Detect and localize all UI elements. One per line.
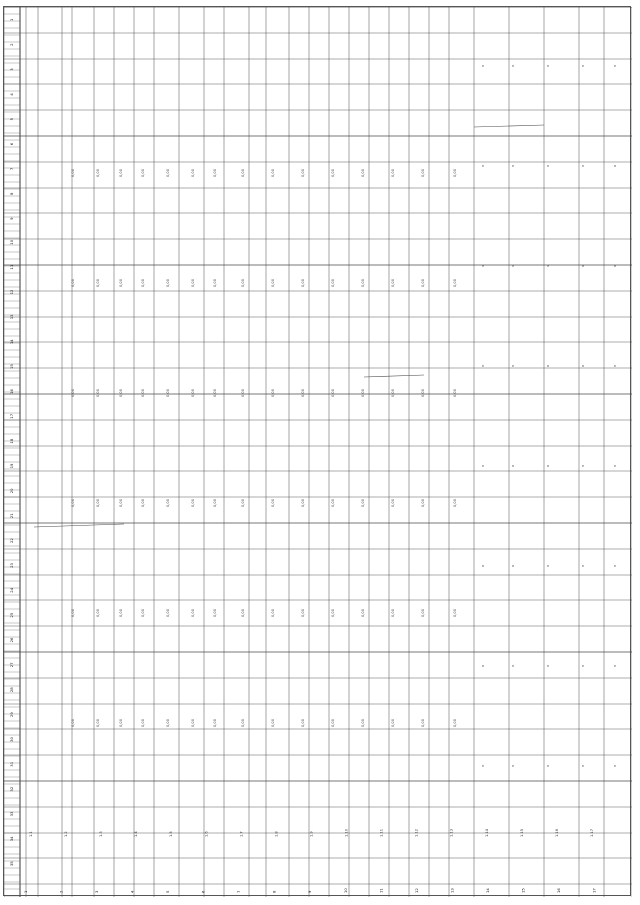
- mark-cell: v: [511, 764, 515, 767]
- mark-cell: v: [613, 764, 617, 767]
- column-number: 10: [9, 239, 14, 245]
- mark-cell: v: [613, 364, 617, 367]
- column-number: 31: [9, 761, 14, 767]
- row-code: 1.15: [519, 828, 524, 837]
- row-number: 17: [591, 888, 597, 893]
- mark-cell: v: [481, 464, 485, 467]
- numeric-cell: 0,00: [453, 168, 457, 177]
- numeric-cell: 0,00: [453, 388, 457, 397]
- numeric-cell: 0,00: [271, 498, 275, 507]
- numeric-cell: 0,00: [421, 388, 425, 397]
- column-number: 29: [9, 712, 14, 717]
- numeric-cell: 0,00: [361, 718, 365, 727]
- row-code: 1.9: [309, 831, 314, 837]
- numeric-cell: 0,00: [141, 168, 145, 177]
- column-number: 14: [9, 339, 14, 345]
- numeric-cell: 0,00: [301, 278, 305, 287]
- numeric-cell: 0,00: [96, 168, 100, 177]
- numeric-cell: 0,00: [119, 498, 123, 507]
- numeric-cell: 0,00: [361, 168, 365, 177]
- numeric-cell: 0,00: [391, 168, 395, 177]
- numeric-cell: 0,00: [453, 718, 457, 727]
- numeric-cell: 0,00: [71, 278, 75, 287]
- numeric-cell: 0,00: [421, 278, 425, 287]
- numeric-cell: 0,00: [391, 498, 395, 507]
- numeric-cell: 0,00: [191, 718, 195, 727]
- mark-cell: v: [511, 264, 515, 267]
- row-number: 5: [165, 890, 171, 893]
- column-number: 2: [9, 43, 14, 46]
- mark-cell: v: [613, 664, 617, 667]
- numeric-cell: 0,00: [453, 608, 457, 617]
- numeric-cell: 0,00: [301, 718, 305, 727]
- row-code: 1.17: [589, 828, 594, 837]
- column-number: 23: [9, 563, 14, 568]
- column-number: 7: [9, 167, 14, 171]
- numeric-cell: 0,00: [331, 168, 335, 177]
- row-number: 1: [23, 890, 28, 893]
- mark-cell: v: [581, 664, 585, 667]
- column-number: 32: [9, 786, 14, 792]
- numeric-cell: 0,00: [71, 498, 75, 507]
- row-code: 1.13: [449, 828, 454, 837]
- table-grid: [4, 7, 632, 897]
- numeric-cell: 0,00: [119, 608, 123, 617]
- mark-cell: x: [481, 564, 485, 567]
- numeric-cell: 0,00: [241, 498, 245, 507]
- row-code: 1.1: [29, 831, 33, 837]
- mark-cell: x: [581, 364, 585, 367]
- row-number: 16: [555, 888, 561, 893]
- row-number: 14: [484, 888, 490, 893]
- row-code: 1.3: [99, 831, 104, 837]
- column-number: 25: [9, 612, 14, 618]
- numeric-cell: 0,00: [241, 278, 245, 287]
- numeric-cell: 0,00: [361, 278, 365, 287]
- column-number: 9: [9, 217, 14, 220]
- numeric-cell: 0,00: [391, 718, 395, 727]
- numeric-cell: 0,00: [331, 718, 335, 727]
- numeric-cell: 0,00: [141, 388, 145, 397]
- column-number: 15: [9, 364, 14, 369]
- numeric-cell: 0,00: [271, 608, 275, 617]
- numeric-cell: 0,00: [141, 498, 145, 507]
- mark-cell: v: [481, 264, 485, 267]
- column-number: 11: [9, 264, 14, 270]
- mark-cell: v: [481, 364, 485, 367]
- numeric-cell: 0,00: [331, 498, 335, 507]
- numeric-cell: 0,00: [331, 278, 335, 287]
- numeric-cell: 0,00: [421, 718, 425, 727]
- numeric-cell: 0,00: [391, 278, 395, 287]
- mark-cell: v: [613, 464, 617, 467]
- numeric-cell: 0,00: [213, 278, 217, 287]
- numeric-cell: 0,00: [213, 388, 217, 397]
- numeric-cell: 0,00: [119, 278, 123, 287]
- numeric-cell: 0,00: [453, 498, 457, 507]
- numeric-cell: 0,00: [119, 388, 123, 397]
- mark-cell: v: [511, 164, 515, 167]
- row-number: 9: [307, 890, 313, 893]
- row-number: 4: [129, 890, 135, 893]
- numeric-cell: 0,00: [361, 608, 365, 617]
- numeric-cell: 0,00: [271, 168, 275, 177]
- numeric-cell: 0,00: [141, 278, 145, 287]
- numeric-cell: 0,00: [96, 278, 100, 287]
- numeric-cell: 0,00: [191, 168, 195, 177]
- column-number: 8: [9, 192, 14, 195]
- mark-cell: v: [613, 564, 617, 567]
- numeric-cell: 0,00: [166, 278, 170, 287]
- numeric-cell: 0,00: [96, 718, 100, 727]
- column-number: 30: [9, 737, 14, 742]
- row-number: 6: [200, 890, 206, 893]
- numeric-cell: 0,00: [421, 608, 425, 617]
- numeric-cell: 0,00: [71, 718, 75, 727]
- numeric-cell: 0,00: [331, 388, 335, 397]
- column-number: 24: [9, 587, 14, 593]
- column-number: 17: [9, 413, 14, 419]
- row-number: 15: [520, 888, 526, 893]
- row-number: 13: [449, 888, 455, 893]
- mark-cell: v: [546, 564, 550, 567]
- row-number: 10: [342, 888, 348, 893]
- mark-cell: v: [581, 764, 585, 767]
- numeric-cell: 0,00: [241, 168, 245, 177]
- mark-cell: v: [546, 264, 550, 267]
- column-number: 1: [9, 18, 14, 21]
- column-number: 33: [9, 811, 14, 817]
- row-number: 8: [271, 890, 277, 893]
- numeric-cell: 0,00: [96, 498, 100, 507]
- numeric-cell: 0,00: [71, 168, 75, 177]
- column-number: 26: [9, 637, 14, 643]
- mark-cell: v: [511, 664, 515, 667]
- mark-cell: v: [581, 464, 585, 467]
- numeric-cell: 0,00: [141, 608, 145, 617]
- numeric-cell: 0,00: [271, 278, 275, 287]
- numeric-cell: 0,00: [119, 718, 123, 727]
- mark-cell: x: [613, 164, 617, 167]
- mark-cell: v: [481, 64, 485, 67]
- row-code: 1.5: [169, 831, 174, 837]
- mark-cell: v: [581, 564, 585, 567]
- row-code: 1.16: [554, 828, 559, 837]
- numeric-cell: 0,00: [361, 498, 365, 507]
- row-code: 1.6: [204, 831, 209, 837]
- numeric-cell: 0,00: [166, 388, 170, 397]
- numeric-cell: 0,00: [213, 168, 217, 177]
- numeric-cell: 0,00: [421, 498, 425, 507]
- numeric-cell: 0,00: [361, 388, 365, 397]
- row-code: 1.14: [484, 828, 489, 837]
- numeric-cell: 0,00: [301, 168, 305, 177]
- numeric-cell: 0,00: [271, 388, 275, 397]
- numeric-cell: 0,00: [301, 498, 305, 507]
- numeric-cell: 0,00: [191, 498, 195, 507]
- mark-cell: x: [581, 264, 585, 267]
- mark-cell: x: [546, 464, 550, 467]
- column-number: 22: [9, 538, 14, 543]
- row-code: 1.11: [379, 828, 384, 837]
- column-number: 34: [9, 836, 14, 842]
- mark-cell: x: [613, 264, 617, 267]
- row-number: 7: [236, 890, 242, 893]
- mark-cell: v: [546, 164, 550, 167]
- scan-artifact: [34, 524, 124, 527]
- numeric-cell: 0,00: [141, 718, 145, 727]
- row-number: 2: [58, 890, 64, 893]
- numeric-cell: 0,00: [191, 388, 195, 397]
- row-code: 1.2: [64, 831, 69, 837]
- numeric-cell: 0,00: [166, 168, 170, 177]
- numeric-cell: 0,00: [421, 168, 425, 177]
- numeric-cell: 0,00: [71, 608, 75, 617]
- column-number: 28: [9, 687, 14, 693]
- numeric-cell: 0,00: [166, 718, 170, 727]
- numeric-cell: 0,00: [191, 278, 195, 287]
- numeric-cell: 0,00: [213, 718, 217, 727]
- mark-cell: v: [546, 764, 550, 767]
- column-number: 19: [9, 463, 14, 469]
- column-number: 12: [9, 289, 14, 295]
- mark-cell: x: [511, 464, 515, 467]
- mark-cell: v: [613, 64, 617, 67]
- row-number: 11: [378, 888, 384, 893]
- scan-artifact: [364, 375, 424, 377]
- row-code: 1.8: [274, 831, 279, 837]
- numeric-cell: 0,00: [331, 608, 335, 617]
- row-code: 1.4: [134, 831, 139, 837]
- numeric-cell: 0,00: [391, 388, 395, 397]
- row-code: 1.10: [344, 828, 349, 837]
- column-number: 4: [9, 93, 14, 96]
- numeric-cell: 0,00: [96, 608, 100, 617]
- numeric-cell: 0,00: [241, 388, 245, 397]
- column-number: 16: [9, 389, 14, 394]
- column-number: 20: [9, 488, 14, 494]
- column-number: 3: [9, 68, 14, 71]
- numeric-cell: 0,00: [119, 168, 123, 177]
- row-number: 12: [413, 888, 419, 893]
- mark-cell: v: [481, 164, 485, 167]
- column-number: 35: [9, 861, 14, 867]
- numeric-cell: 0,00: [166, 498, 170, 507]
- mark-cell: v: [581, 64, 585, 67]
- column-number: 18: [9, 438, 14, 444]
- numeric-cell: 0,00: [391, 608, 395, 617]
- row-code: 1.12: [414, 828, 419, 837]
- column-number: 5: [9, 118, 14, 121]
- numeric-cell: 0,00: [166, 608, 170, 617]
- mark-cell: v: [511, 64, 515, 67]
- register-table: [3, 6, 631, 896]
- mark-cell: x: [511, 564, 515, 567]
- mark-cell: v: [546, 64, 550, 67]
- mark-cell: x: [481, 664, 485, 667]
- numeric-cell: 0,00: [241, 608, 245, 617]
- numeric-cell: 0,00: [191, 608, 195, 617]
- numeric-cell: 0,00: [271, 718, 275, 727]
- row-code: 1.7: [239, 831, 244, 837]
- column-number: 6: [9, 142, 14, 146]
- mark-cell: v: [581, 164, 585, 167]
- numeric-cell: 0,00: [96, 388, 100, 397]
- mark-cell: v: [511, 364, 515, 367]
- numeric-cell: 0,00: [301, 388, 305, 397]
- mark-cell: v: [481, 764, 485, 767]
- mark-cell: x: [546, 364, 550, 367]
- column-number: 27: [9, 662, 14, 668]
- numeric-cell: 0,00: [453, 278, 457, 287]
- numeric-cell: 0,00: [71, 388, 75, 397]
- mark-cell: v: [546, 664, 550, 667]
- column-number: 21: [9, 513, 14, 519]
- numeric-cell: 0,00: [213, 498, 217, 507]
- numeric-cell: 0,00: [213, 608, 217, 617]
- column-number: 13: [9, 314, 14, 320]
- row-number: 3: [94, 890, 100, 893]
- numeric-cell: 0,00: [301, 608, 305, 617]
- numeric-cell: 0,00: [241, 718, 245, 727]
